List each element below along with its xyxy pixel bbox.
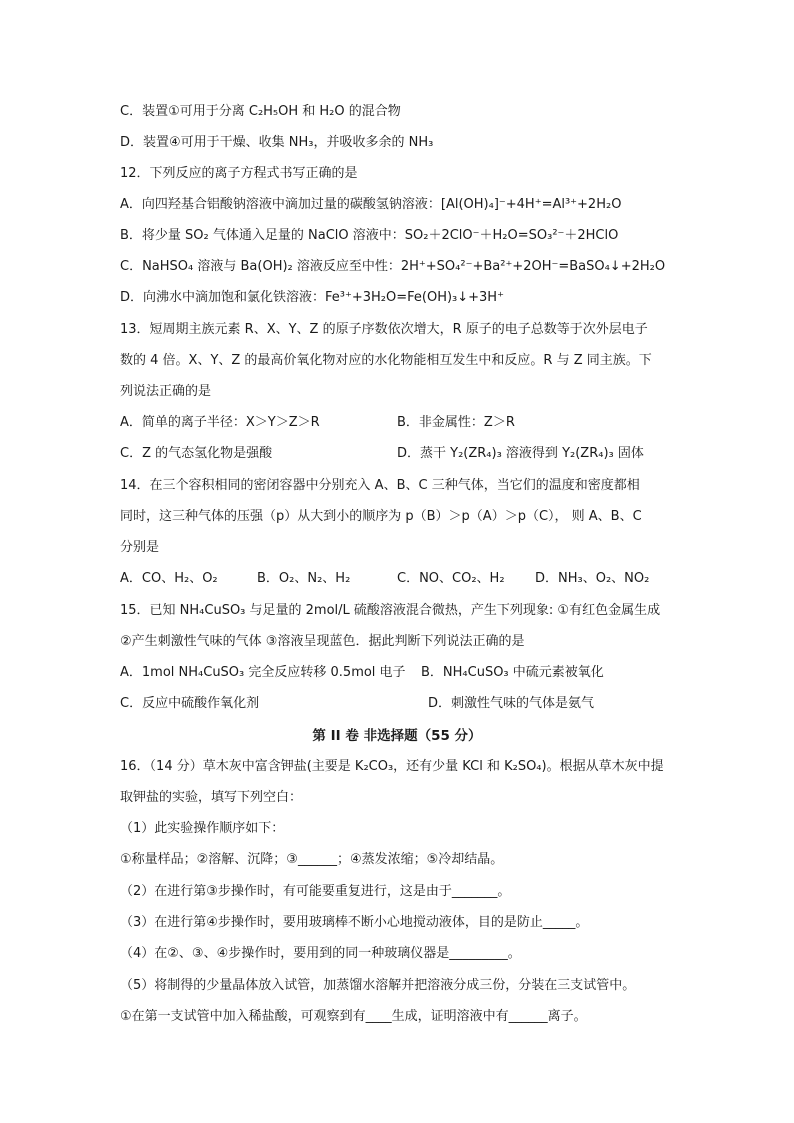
q13-option-c: C．Z 的气态氢化物是强酸 [120,446,273,461]
q14-option-c: C．NO、CO₂、H₂ [397,571,505,586]
q16-stem-line2: 取钾盐的实验，填写下列空白： [120,790,303,805]
q16-part3: （3）在进行第④步操作时，要用玻璃棒不断小心地搅动液体，目的是防止_____。 [120,915,589,930]
q16-part2: （2）在进行第③步操作时，有可能要重复进行，这是由于_______。 [120,884,511,899]
q12-stem: 12．下列反应的离子方程式书写正确的是 [120,166,358,181]
q16-part1-steps: ①称量样品；②溶解、沉降；③______；④蒸发浓缩；⑤冷却结晶。 [120,852,504,867]
section-title: 第 II 卷 非选择题（55 分） [312,728,482,744]
q14-stem-line1: 14．在三个容积相同的密闭容器中分别充入 A、B、C 三种气体，当它们的温度和密度都相 [120,478,640,493]
q13-option-d: D．蒸干 Y₂(ZR₄)₃ 溶液得到 Y₂(ZR₄)₃ 固体 [397,446,644,461]
q14-option-b: B．O₂、N₂、H₂ [257,571,351,586]
q15-option-c: C．反应中硫酸作氧化剂 [120,696,260,711]
q16-stem-line1: 16．（14 分）草木灰中富含钾盐(主要是 K₂CO₃，还有少量 KCl 和 K₂SO₄)。根据从草木灰中提 [120,759,664,774]
q15-stem-line1: 15．已知 NH₄CuSO₃ 与足量的 2mol/L 硫酸溶液混合微热，产生下列现象: ①有红色金属生成 [120,603,661,618]
q13-stem-line1: 13．短周期主族元素 R、X、Y、Z 的原子序数依次增大，R 原子的电子总数等于次外层电子 [120,322,648,337]
q13-option-a: A．简单的离子半径：X＞Y＞Z＞R [120,415,320,430]
q15-option-d: D．刺激性气味的气体是氨气 [428,696,595,711]
q11-option-d: D．装置④可用于干燥、收集 NH₃，并吸收多余的 NH₃ [120,135,434,150]
q16-part5: （5）将制得的少量晶体放入试管，加蒸馏水溶解并把溶液分成三份，分装在三支试管中。 [120,978,636,993]
q12-option-a: A．向四羟基合铝酸钠溶液中滴加过量的碳酸氢钠溶液：[Al(OH)₄]⁻+4H⁺=Al³⁺+2H₂O [120,197,622,212]
q16-part4: （4）在②、③、④步操作时，要用到的同一种玻璃仪器是_________。 [120,946,521,961]
q16-part5-item1: ①在第一支试管中加入稀盐酸，可观察到有____生成，证明溶液中有______离子。 [120,1009,587,1024]
q13-stem-line3: 列说法正确的是 [120,384,212,399]
q13-stem-line2: 数的 4 倍。X、Y、Z 的最高价氧化物对应的水化物能相互发生中和反应。R 与 Z 同主族。下 [120,353,652,368]
q12-option-b: B．将少量 SO₂ 气体通入足量的 NaClO 溶液中：SO₂＋2ClO⁻＋H₂O=SO₃²⁻＋2HClO [120,228,619,243]
q14-stem-line3: 分别是 [120,540,160,555]
q13-option-b: B．非金属性：Z＞R [397,415,515,430]
q14-stem-line2: 同时，这三种气体的压强（p）从大到小的顺序为 p（B）＞p（A）＞p（C）， 则 A、B、C [120,509,642,524]
q14-option-d: D．NH₃、O₂、NO₂ [535,571,650,586]
q11-option-c: C．装置①可用于分离 C₂H₅OH 和 H₂O 的混合物 [120,104,401,119]
q12-option-c: C．NaHSO₄ 溶液与 Ba(OH)₂ 溶液反应至中性：2H⁺+SO₄²⁻+Ba²⁺+2OH⁻=BaSO₄↓+2H₂O [120,259,666,274]
q15-option-a: A．1mol NH₄CuSO₃ 完全反应转移 0.5mol 电子 [120,665,406,680]
q15-stem-line2: ②产生刺激性气味的气体 ③溶液呈现蓝色．据此判断下列说法正确的是 [120,634,525,649]
q12-option-d: D．向沸水中滴加饱和氯化铁溶液：Fe³⁺+3H₂O=Fe(OH)₃↓+3H⁺ [120,290,504,305]
q15-option-b: B．NH₄CuSO₃ 中硫元素被氧化 [421,665,604,680]
q14-option-a: A．CO、H₂、O₂ [120,571,218,586]
q16-part1: （1）此实验操作顺序如下： [120,821,285,836]
